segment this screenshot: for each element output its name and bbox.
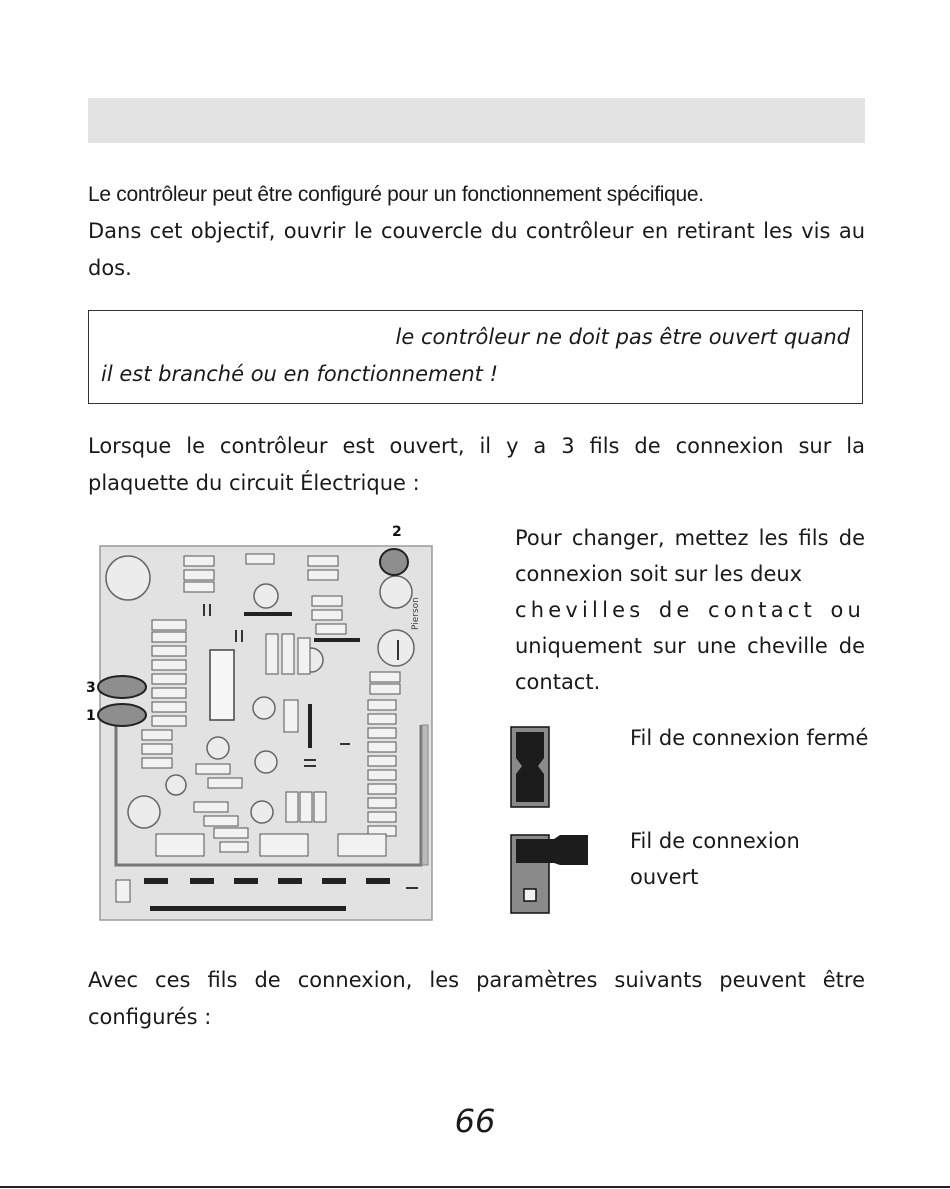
jumper-closed-icon — [510, 726, 550, 808]
open-info-paragraph: Lorsque le contrôleur est ouvert, il y a 3 fils de connexion sur la plaquette du circuit Électrique : — [88, 434, 865, 495]
page-number: 66 — [454, 1102, 496, 1140]
configurable-params-paragraph: Avec ces fils de connexion, les paramètres suivants peuvent être configurés : — [88, 968, 865, 1029]
jumper-open-icon — [510, 833, 590, 915]
jumper-3-label: 3 — [86, 680, 96, 696]
intro-paragraph — [88, 176, 865, 287]
legend-open-text: Fil de connexion ouvert — [630, 829, 800, 889]
jumper-instructions — [515, 520, 865, 700]
intro-line1: Le contrôleur peut être configuré pour un fonctionnement spécifique. — [88, 183, 704, 206]
jumper-2-label: 2 — [392, 524, 402, 540]
section-header-bar — [88, 98, 865, 143]
bottom-rule — [0, 1186, 950, 1188]
jumper-1-label: 1 — [86, 708, 96, 724]
warning-box — [88, 310, 863, 404]
instructions-part2: chevilles de contact ou — [515, 598, 865, 622]
circuit-board-figure — [86, 520, 436, 925]
circuit-board-diagram — [86, 520, 436, 925]
warning-line2: il est branché ou en fonctionnement ! — [101, 362, 499, 386]
instructions-part3: uniquement sur une cheville de contact. — [515, 634, 865, 694]
svg-text:Pierson: Pierson — [411, 597, 421, 630]
instructions-part1: Pour changer, mettez les fils de connexion soit sur les deux — [515, 526, 865, 586]
warning-line1: le contrôleur ne doit pas être ouvert quand — [395, 325, 850, 349]
legend-closed-text: Fil de connexion fermé — [630, 726, 869, 750]
intro-rest: Dans cet objectif, ouvrir le couvercle du contrôleur en retirant les vis au dos. — [88, 219, 865, 280]
